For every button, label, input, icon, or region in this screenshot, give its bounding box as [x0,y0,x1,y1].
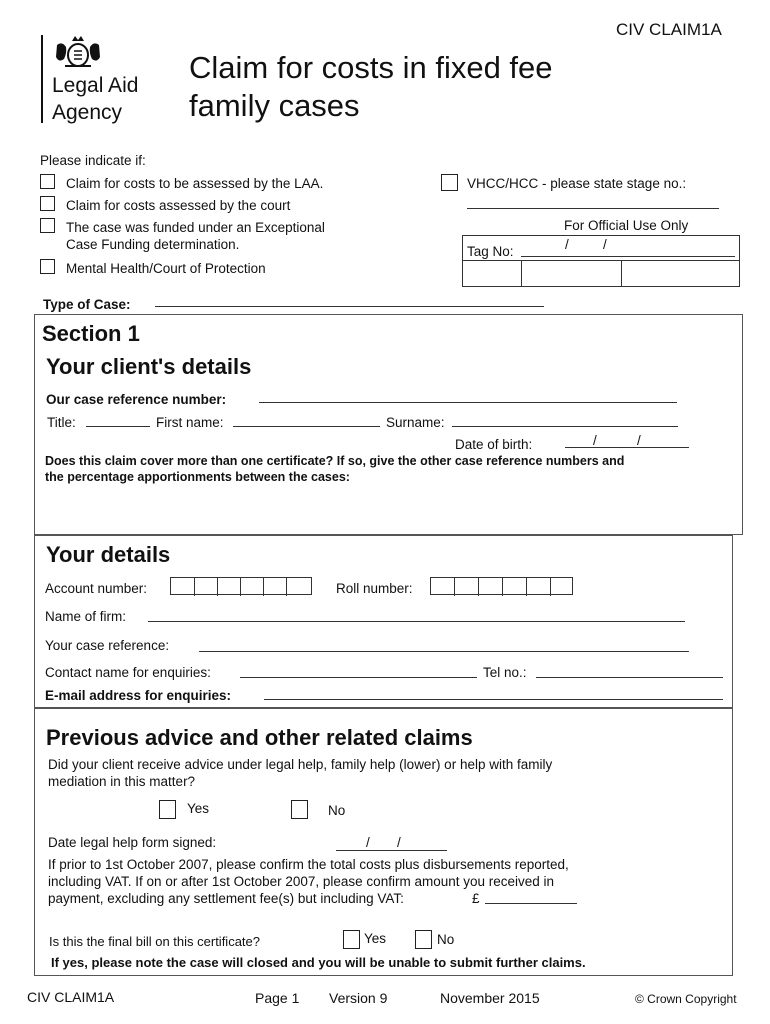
date-signed-field[interactable] [336,850,447,851]
official-use-label: For Official Use Only [564,218,689,233]
date-signed-slash-1: / [366,835,370,850]
dob-slash-2: / [637,433,641,448]
advice-yes-label: Yes [187,801,210,816]
agency-logo [41,33,171,128]
contact-name-field[interactable] [240,677,477,678]
dob-field[interactable] [565,447,689,448]
official-use-col-divider-1 [521,260,522,287]
footer-form-code: CIV CLAIM1A [27,989,115,1005]
tel-field[interactable] [536,677,723,678]
official-use-row-divider [463,260,739,261]
advice-yes-checkbox[interactable] [159,800,176,819]
indicate-heading: Please indicate if: [40,153,146,168]
footer-copyright: © Crown Copyright [635,992,737,1006]
first-name-field[interactable] [233,426,380,427]
mental-health-label: Mental Health/Court of Protection [66,261,266,276]
final-bill-yes-label: Yes [364,931,387,946]
tag-no-slash-1: / [565,237,569,252]
agency-name-line1: Legal Aid [52,74,139,97]
footer-version: Version 9 [329,990,388,1006]
account-cell-divider [194,578,195,596]
type-of-case-label: Type of Case: [43,297,131,312]
contact-name-label: Contact name for enquiries: [45,665,211,680]
roll-cell-divider [502,578,503,596]
final-bill-note: If yes, please note the case will closed and you will be unable to submit further claims. [51,955,586,970]
roll-cell-divider [526,578,527,596]
tag-no-slash-2: / [603,237,607,252]
account-cell-divider [263,578,264,596]
roll-cell-divider [550,578,551,596]
firm-name-label: Name of firm: [45,609,127,624]
exceptional-funding-label-line2: Case Funding determination. [66,237,240,252]
case-reference-label: Our case reference number: [46,392,227,407]
tag-no-field[interactable] [521,256,735,257]
multi-cert-question-line2: the percentage apportionments between the cases: [45,470,350,484]
first-name-label: First name: [156,415,224,430]
exceptional-funding-label-line1: The case was funded under an Exceptional [66,220,325,235]
form-code: CIV CLAIM1A [616,20,722,39]
laa-assessed-label: Claim for costs to be assessed by the LAA. [66,176,324,191]
official-use-col-divider-2 [621,260,622,287]
account-cell-divider [240,578,241,596]
form-title-line2: family cases [189,88,360,123]
pound-sign: £ [472,891,480,906]
multi-cert-answer-area[interactable] [45,488,735,532]
final-bill-no-label: No [437,932,455,947]
roll-cell-divider [478,578,479,596]
account-cell-divider [217,578,218,596]
royal-crest-icon [51,33,105,71]
title-label: Title: [47,415,76,430]
account-number-field[interactable] [170,577,312,595]
form-title-line1: Claim for costs in fixed fee [189,50,553,85]
section1-label: Section 1 [42,321,140,346]
date-signed-label: Date legal help form signed: [48,835,217,850]
official-use-box [462,235,740,287]
advice-question-line2: mediation in this matter? [48,774,196,789]
clients-details-heading: Your client's details [46,354,252,379]
surname-field[interactable] [452,426,678,427]
final-bill-question: Is this the final bill on this certificate? [49,934,260,949]
court-assessed-label: Claim for costs assessed by the court [66,198,291,213]
vhcc-checkbox[interactable] [441,174,458,191]
vhcc-stage-field[interactable] [467,208,719,209]
costs-instruction-line2: including VAT. If on or after 1st October 2007, please confirm amount you received in [48,874,555,889]
final-bill-yes-checkbox[interactable] [343,930,360,949]
previous-advice-heading: Previous advice and other related claims [46,725,473,750]
roll-number-label: Roll number: [336,581,413,596]
advice-no-label: No [328,803,346,818]
advice-no-checkbox[interactable] [291,800,308,819]
surname-label: Surname: [386,415,445,430]
title-field[interactable] [86,426,150,427]
email-field[interactable] [264,699,723,700]
tel-label: Tel no.: [483,665,527,680]
costs-amount-field[interactable] [485,903,577,904]
final-bill-no-checkbox[interactable] [415,930,432,949]
firm-name-field[interactable] [148,621,685,622]
your-case-reference-field[interactable] [199,651,689,652]
mental-health-checkbox[interactable] [40,259,55,274]
agency-name-line2: Agency [52,101,123,124]
date-signed-slash-2: / [397,835,401,850]
your-case-reference-label: Your case reference: [45,638,170,653]
account-number-label: Account number: [45,581,148,596]
tag-no-label: Tag No: [467,244,514,259]
email-label: E-mail address for enquiries: [45,688,232,703]
logo-rule [41,35,43,123]
advice-question-line1: Did your client receive advice under legal help, family help (lower) or help with family [48,757,553,772]
account-cell-divider [286,578,287,596]
dob-slash-1: / [593,433,597,448]
dob-label: Date of birth: [455,437,533,452]
vhcc-label: VHCC/HCC - please state stage no.: [467,176,687,191]
costs-instruction-line3: payment, excluding any settlement fee(s) but including VAT: [48,891,404,906]
footer-date: November 2015 [440,990,540,1006]
laa-assessed-checkbox[interactable] [40,174,55,189]
your-details-heading: Your details [46,542,171,567]
footer-page: Page 1 [255,990,300,1006]
court-assessed-checkbox[interactable] [40,196,55,211]
multi-cert-question-line1: Does this claim cover more than one certificate? If so, give the other case reference numbers and [45,454,625,468]
roll-number-field[interactable] [430,577,573,595]
type-of-case-field[interactable] [155,306,544,307]
costs-instruction-line1: If prior to 1st October 2007, please confirm the total costs plus disbursements reported, [48,857,569,872]
exceptional-funding-checkbox[interactable] [40,218,55,233]
roll-cell-divider [454,578,455,596]
case-reference-field[interactable] [259,402,677,403]
